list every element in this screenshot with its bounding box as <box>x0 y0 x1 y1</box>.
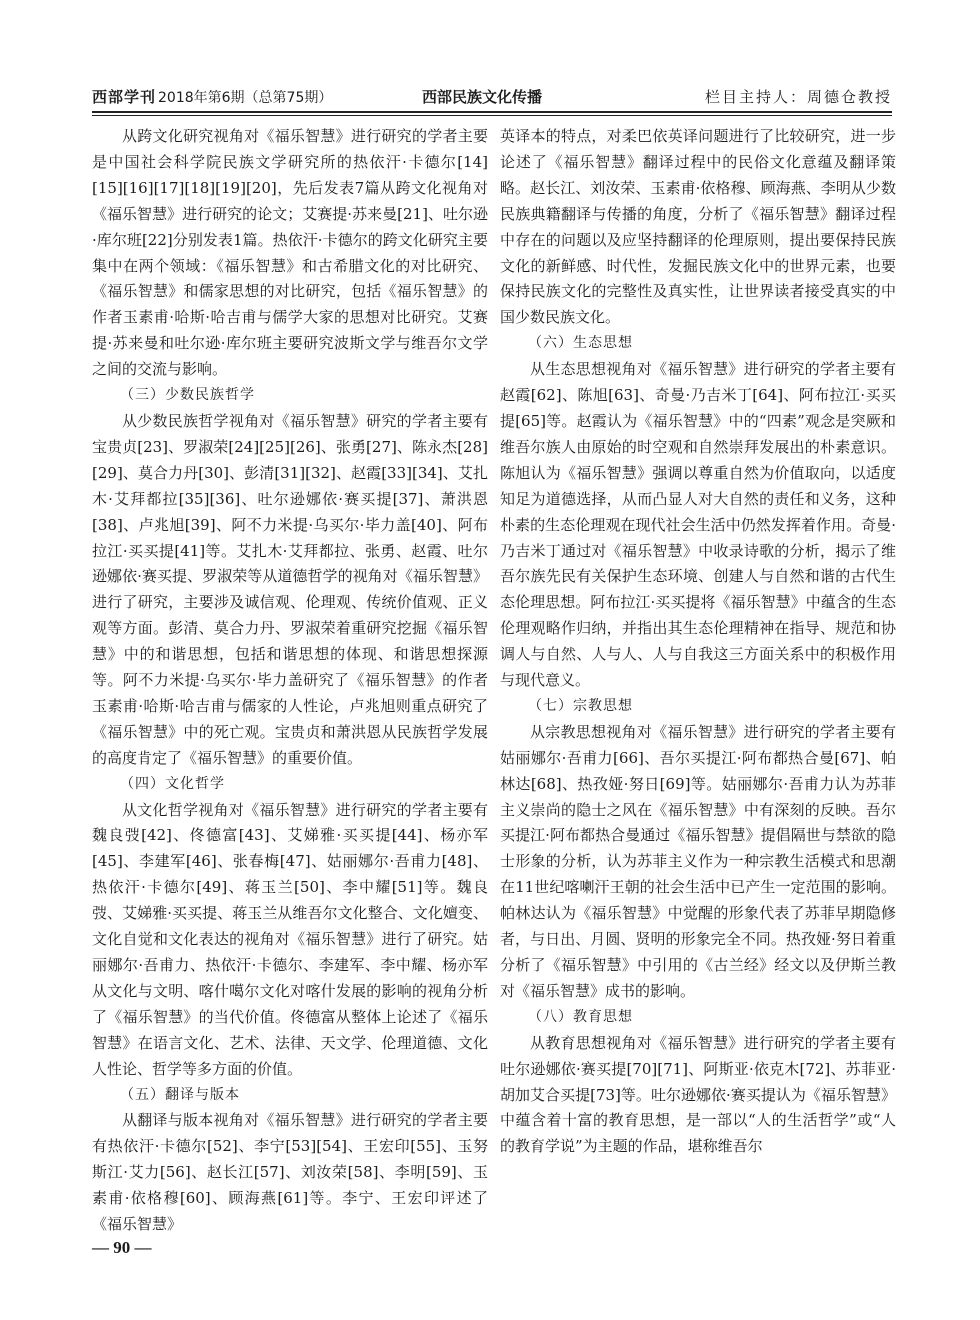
page-number: — 90 — <box>92 1238 152 1257</box>
section-heading-translation: （五）翻译与版本 <box>120 1086 240 1103</box>
journal-name: 西部学刊 2018年第6期（总第75期） <box>92 88 333 106</box>
section-heading-ethnic-philosophy: （三）少数民族哲学 <box>120 387 255 404</box>
section-heading-education: （八）教育思想 <box>528 1008 633 1025</box>
left-column <box>92 124 488 1238</box>
running-header <box>92 84 892 114</box>
section-heading-ecology: （六）生态思想 <box>528 335 633 352</box>
paragraph-cross-cultural: 从跨文化研究视角对《福乐智慧》进行研究的学者主要是中国社会科学院民族文学研究所的热依汗·卡德尔[14][15][16][17][18][19][20]，先后发表7篇从跨文化视角对《福乐智慧》进行研究的论文；艾赛提·苏来曼[21]、吐尔逊·库尔班[22]分别发表1篇。热依汗·卡德尔的跨文化研究主要集中在两个领域：《福乐智慧》和古希腊文化的对比研究、《福乐智慧》和儒家思想的对比研究，包括《福乐智慧》的作者玉素甫·哈斯·哈吉甫与儒学大家的思想对比研究。艾赛提·苏来曼和吐尔逊·库尔班主要研究波斯文学与维吾尔文学之间的交流与影响。 <box>92 127 488 379</box>
section-heading-cultural-philosophy: （四）文化哲学 <box>120 775 225 792</box>
column-host: 栏目主持人：周德仓教授 <box>704 88 892 106</box>
header-rule-thick <box>92 111 892 113</box>
paragraph-ethnic-philosophy: 从少数民族哲学视角对《福乐智慧》研究的学者主要有宝贵贞[23]、罗淑荣[24][25][26]、张勇[27]、陈永杰[28][29]、莫合力丹[30]、彭清[31][32]、赵霞[33][34]、艾扎木·艾拜都拉[35][36]、吐尔逊娜依·赛买提[37]、萧洪恩[38]、卢兆旭[39]、阿不力米提·乌买尔·毕力盖[40]、阿布拉江·买买提[41]等。艾扎木·艾拜都拉、张勇、赵霞、吐尔逊娜依·赛买提、罗淑荣等从道德哲学的视角对《福乐智慧》进行了研究，主要涉及诚信观、伦理观、传统价值观、正义观等方面。彭清、莫合力丹、罗淑荣着重研究挖掘《福乐智慧》中的和谐思想，包括和谐思想的体现、和谐思想探源等。阿不力米提·乌买尔·毕力盖研究了《福乐智慧》的作者玉素甫·哈斯·哈吉甫与儒家的人性论，卢兆旭则重点研究了《福乐智慧》中的死亡观。宝贵贞和萧洪恩从民族哲学发展的高度肯定了《福乐智慧》的重要价值。 <box>92 411 488 767</box>
paragraph-cultural-philosophy: 从文化哲学视角对《福乐智慧》进行研究的学者主要有魏良弢[42]、佟德富[43]、艾娣雅·买买提[44]、杨亦军[45]、李建军[46]、张春梅[47]、姑丽娜尔·吾甫力[48]、热依汗·卡德尔[49]、蒋玉兰[50]、李中耀[51]等。魏良弢、艾娣雅·买买提、蒋玉兰从维吾尔文化整合、文化嬗变、文化自觉和文化表达的视角对《福乐智慧》进行了研究。姑丽娜尔·吾甫力、热依汗·卡德尔、李建军、李中耀、杨亦军从文化与文明、喀什噶尔文化对喀什发展的影响的视角分析了《福乐智慧》的当代价值。佟德富从整体上论述了《福乐智慧》在语言文化、艺术、法律、天文学、伦理道德、文化人性论、哲学等多方面的价值。 <box>92 800 488 1078</box>
paragraph-religion: 从宗教思想视角对《福乐智慧》进行研究的学者主要有姑丽娜尔·吾甫力[66]、吾尔买提江·阿布都热合曼[67]、帕林达[68]、热孜娅·努日[69]等。姑丽娜尔·吾甫力认为苏菲主义崇尚的隐士之风在《福乐智慧》中有深刻的反映。吾尔买提江·阿布都热合曼通过《福乐智慧》提倡隔世与禁欲的隐士形象的分析，认为苏菲主义作为一种宗教生活模式和思潮在11世纪喀喇汗王朝的社会生活中已产生一定范围的影响。帕林达认为《福乐智慧》中觉醒的形象代表了苏菲早期隐修者，与日出、月圆、贤明的形象完全不同。热孜娅·努日着重分析了《福乐智慧》中引用的《古兰经》经文以及伊斯兰教对《福乐智慧》成书的影响。 <box>500 722 896 1000</box>
header-rule-thin <box>92 115 892 116</box>
right-column <box>500 124 896 1160</box>
column-title: 西部民族文化传播 <box>422 88 543 106</box>
paragraph-ecology: 从生态思想视角对《福乐智慧》进行研究的学者主要有赵霞[62]、陈旭[63]、奇曼·乃吉米丁[64]、阿布拉江·买买提[65]等。赵霞认为《福乐智慧》中的“四素”观念是突厥和维吾尔族人由原始的时空观和自然崇拜发展出的朴素意识。陈旭认为《福乐智慧》强调以尊重自然为价值取向，以适度知足为道德选择，从而凸显人对大自然的责任和义务，这种朴素的生态伦理观在现代社会生活中仍然发挥着作用。奇曼·乃吉米丁通过对《福乐智慧》中收录诗歌的分析，揭示了维吾尔族先民有关保护生态环境、创建人与自然和谐的古代生态伦理思想。阿布拉江·买买提将《福乐智慧》中蕴含的生态伦理观略作归纳，并指出其生态伦理精神在指导、规范和协调人与自然、人与人、人与自我这三方面关系中的积极作用与现代意义。 <box>500 360 896 690</box>
paragraph-translation: 从翻译与版本视角对《福乐智慧》进行研究的学者主要有热依汗·卡德尔[52]、李宁[53][54]、王宏印[55]、玉努斯江·艾力[56]、赵长江[57]、刘汝荣[58]、李明[59]、玉素甫·依格穆[60]、顾海燕[61]等。李宁、王宏印评述了《福乐智慧》 <box>92 1111 488 1234</box>
section-heading-religion: （七）宗教思想 <box>528 697 633 714</box>
issue-info: 2018年第6期（总第75期） <box>158 90 333 106</box>
paragraph-translation-continued: 英译本的特点，对柔巴依英译问题进行了比较研究，进一步论述了《福乐智慧》翻译过程中的民俗文化意蕴及翻译策略。赵长江、刘汝荣、玉素甫·依格穆、顾海燕、李明从少数民族典籍翻译与传播的角度，分析了《福乐智慧》翻译过程中存在的问题以及应坚持翻译的伦理原则，提出要保持民族文化的新鲜感、时代性，发掘民族文化中的世界元素，也要保持民族文化的完整性及真实性，让世界读者接受真实的中国少数民族文化。 <box>500 127 896 327</box>
paragraph-education: 从教育思想视角对《福乐智慧》进行研究的学者主要有吐尔逊娜依·赛买提[70][71]、阿斯亚·依克木[72]、苏菲亚·胡加艾合买提[73]等。吐尔逊娜依·赛买提认为《福乐智慧》中蕴含着十富的教育思想，是一部以“人的生活哲学”或“人的教育学说”为主题的作品，堪称维吾尔 <box>500 1033 896 1156</box>
